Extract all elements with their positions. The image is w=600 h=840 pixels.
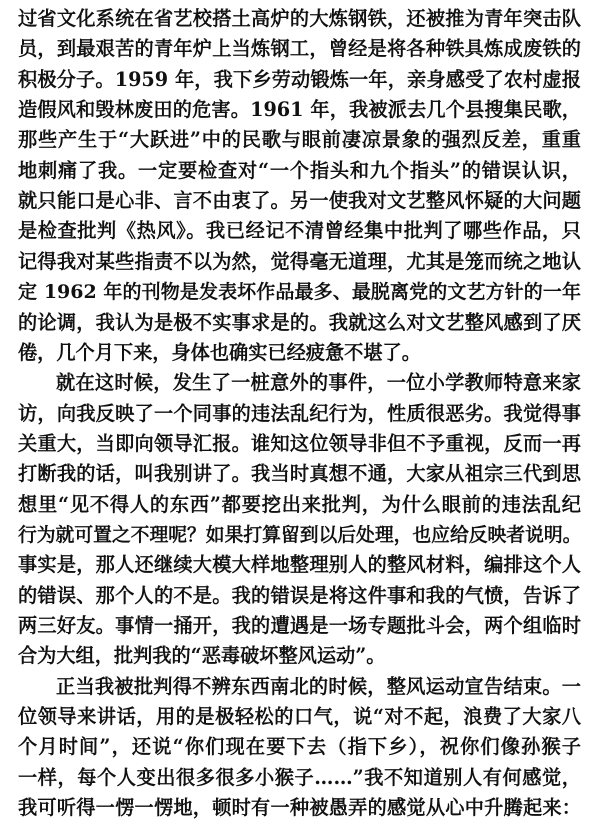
text-line: 地刺痛了我。一定要检查对“一个指头和九个指头”的错误认识， (18, 158, 581, 182)
text-line: 打断我的话，叫我别讲了。我当时真想不通，大家从祖宗三代到思 (18, 462, 581, 486)
text-line: 记得我对某些指责不以为然，觉得毫无道理，尤其是笼而统之地认 (18, 249, 581, 273)
text-line: 的错误、那个人的不是。我的错误是将这件事和我的气愤，告诉了 (18, 583, 581, 607)
text-line: 就在这时候，发生了一桩意外的事件，一位小学教师特意来家 (56, 371, 581, 395)
text-line: 我可听得一愣一愣地，顿时有一种被愚弄的感觉从心中升腾起来： (18, 796, 581, 820)
text-line: 定 1962 年的刊物是发表坏作品最多、最脱离党的文艺方针的一年 (18, 281, 581, 304)
text-line: 就只能口是心非、言不由衷了。另一使我对文艺整风怀疑的大问题 (18, 189, 581, 213)
text-line: 个月时间”，还说“你们现在要下去（指下乡），祝你们像孙猴子 (18, 735, 581, 759)
text-line: 事实是，那人还继续大模大样地整理别人的整风材料，编排这个人 (18, 553, 581, 577)
text-line: 正当我被批判得不辨东西南北的时候，整风运动宣告结束。一 (56, 674, 581, 698)
text-line: 造假风和毁林废田的危害。1961 年，我被派去几个县搜集民歌， (18, 98, 581, 122)
text-line: 积极分子。1959 年，我下乡劳动锻炼一年，亲身感受了农村虚报 (18, 67, 581, 91)
text-line: 一样，每个人变出很多很多小猴子……”我不知道别人有何感觉， (18, 765, 581, 789)
text-line: 那些产生于“大跃进”中的民歌与眼前凄凉景象的强烈反差，重重 (18, 128, 581, 152)
text-line: 行为就可置之不理呢？如果打算留到以后处理，也应给反映者说明。 (18, 523, 582, 546)
text-line: 位领导来讲话，用的是极轻松的口气，说“对不起，浪费了大家八 (18, 705, 581, 729)
text-line: 两三好友。事情一捅开，我的遭遇是一场专题批斗会，两个组临时 (18, 614, 581, 637)
text-line: 关重大，当即向领导汇报。谁知这位领导非但不予重视，反而一再 (18, 431, 581, 455)
text-line: 倦，几个月下来，身体也确实已经疲惫不堪了。 (18, 340, 421, 364)
text-line: 是检查批判《热风》。我已经记不清曾经集中批判了哪些作品，只 (18, 219, 581, 243)
text-line: 合为大组，批判我的“恶毒破坏整风运动”。 (18, 644, 386, 668)
text-line: 的论调，我认为是极不实事求是的。我就这么对文艺整风感到了厌 (18, 310, 581, 334)
text-line: 过省文化系统在省艺校搭土高炉的大炼钢铁，还被推为青年突击队 (18, 7, 581, 30)
text-line: 想里“见不得人的东西”都要挖出来批判，为什么眼前的违法乱纪 (18, 492, 581, 516)
text-line: 员，到最艰苦的青年炉上当炼钢工，曾经是将各种铁具炼成废铁的 (18, 37, 581, 61)
text-line: 访，向我反映了一个同事的违法乱纪行为，性质很恶劣。我觉得事 (18, 401, 581, 425)
